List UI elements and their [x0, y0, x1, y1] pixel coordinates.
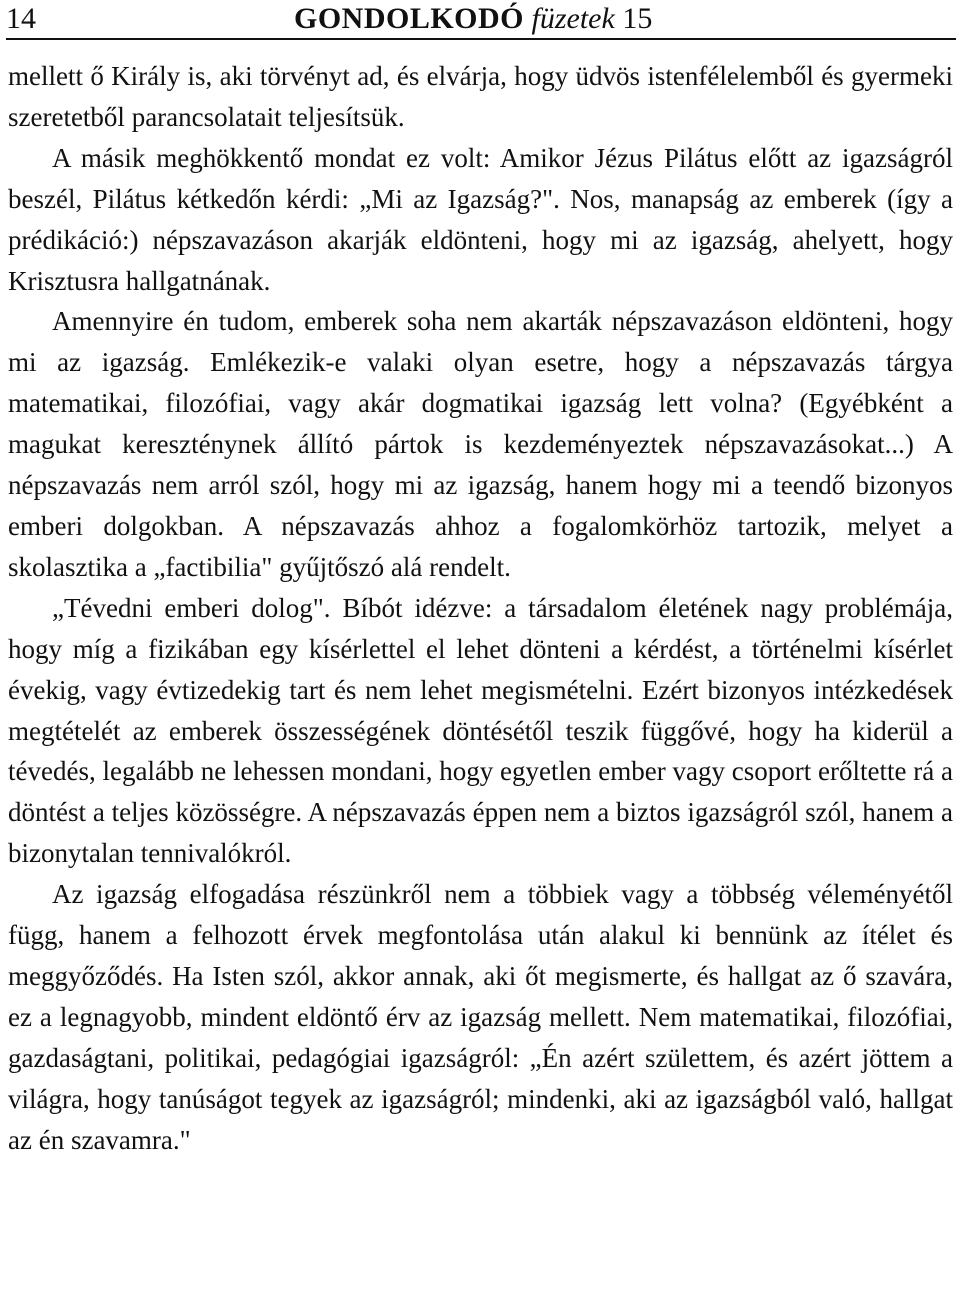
paragraph-continued: mellett ő Király is, aki törvényt ad, és elvárja, hogy üdvös istenfélelemből és gyermeki szeretetből parancsolatait teljesítsük. [8, 61, 953, 132]
running-header [6, 0, 956, 40]
journal-subtitle: füzetek [531, 2, 615, 35]
body-text [8, 56, 953, 1160]
journal-name: GONDOLKODÓ [294, 2, 525, 35]
page-number: 14 [6, 2, 36, 35]
journal-title [294, 0, 652, 38]
paragraph: A másik meghökkentő mondat ez volt: Amikor Jézus Pilátus előtt az igazságról beszél, Pilátus kétkedőn kérdi: „Mi az Igazság?". Nos, manapság az emberek (így a prédikáció:) népszavazáson akarják eldönteni, hogy mi az igazság, ahelyett, hogy Krisztusra hallgatnának. [8, 142, 953, 296]
paragraph: Az igazság elfogadása részünkről nem a többiek vagy a többség véleményétől függ, hanem a felhozott érvek megfontolása után alakul ki bennünk az ítélet és meggyőződés. Ha Isten szól, akkor annak, aki őt megismerte, és hallgat az ő szavára, ez a legnagyobb, mindent eldöntő érv az igazság mellett. Nem matematikai, filozófiai, gazdaságtani, politikai, pedagógiai igazságról: „Én azért születtem, és azért jöttem a világra, hogy tanúságot tegyek az igazságról; mindenki, aki az igazságból való, hallgat az én szavamra." [8, 879, 953, 1155]
paragraph: „Tévedni emberi dolog". Bíbót idézve: a társadalom életének nagy problémája, hogy míg a fizikában egy kísérlettel el lehet dönteni a kérdést, a történelmi kísérlet évekig, vagy évtizedekig tart és nem lehet megismételni. Ezért bizonyos intézkedések megtételét az emberek összességének döntésétől teszik függővé, hogy ha kiderül a tévedés, legalább ne lehessen mondani, hogy egyetlen ember vagy csoport erőltette rá a döntést a teljes közösségre. A népszavazás éppen nem a biztos igazságról szól, hanem a bizonytalan tennivalókról. [8, 592, 953, 869]
paragraph: Amennyire én tudom, emberek soha nem akarták népszavazáson eldönteni, hogy mi az igazság. Emlékezik-e valaki olyan esetre, hogy a népszavazás tárgya matematikai, filozófiai, vagy akár dogmatikai igazság lett volna? (Egyébként a magukat kereszténynek állító pártok is kezdeményeztek népszavazásokat...) A népszavazás nem arról szól, hogy mi az igazság, hanem hogy mi a teendő bizonyos emberi dolgokban. A népszavazás ahhoz a fogalomkörhöz tartozik, melyet a skolasztika a „factibilia" gyűjtőszó alá rendelt. [8, 306, 953, 582]
issue-number: 15 [622, 2, 653, 35]
